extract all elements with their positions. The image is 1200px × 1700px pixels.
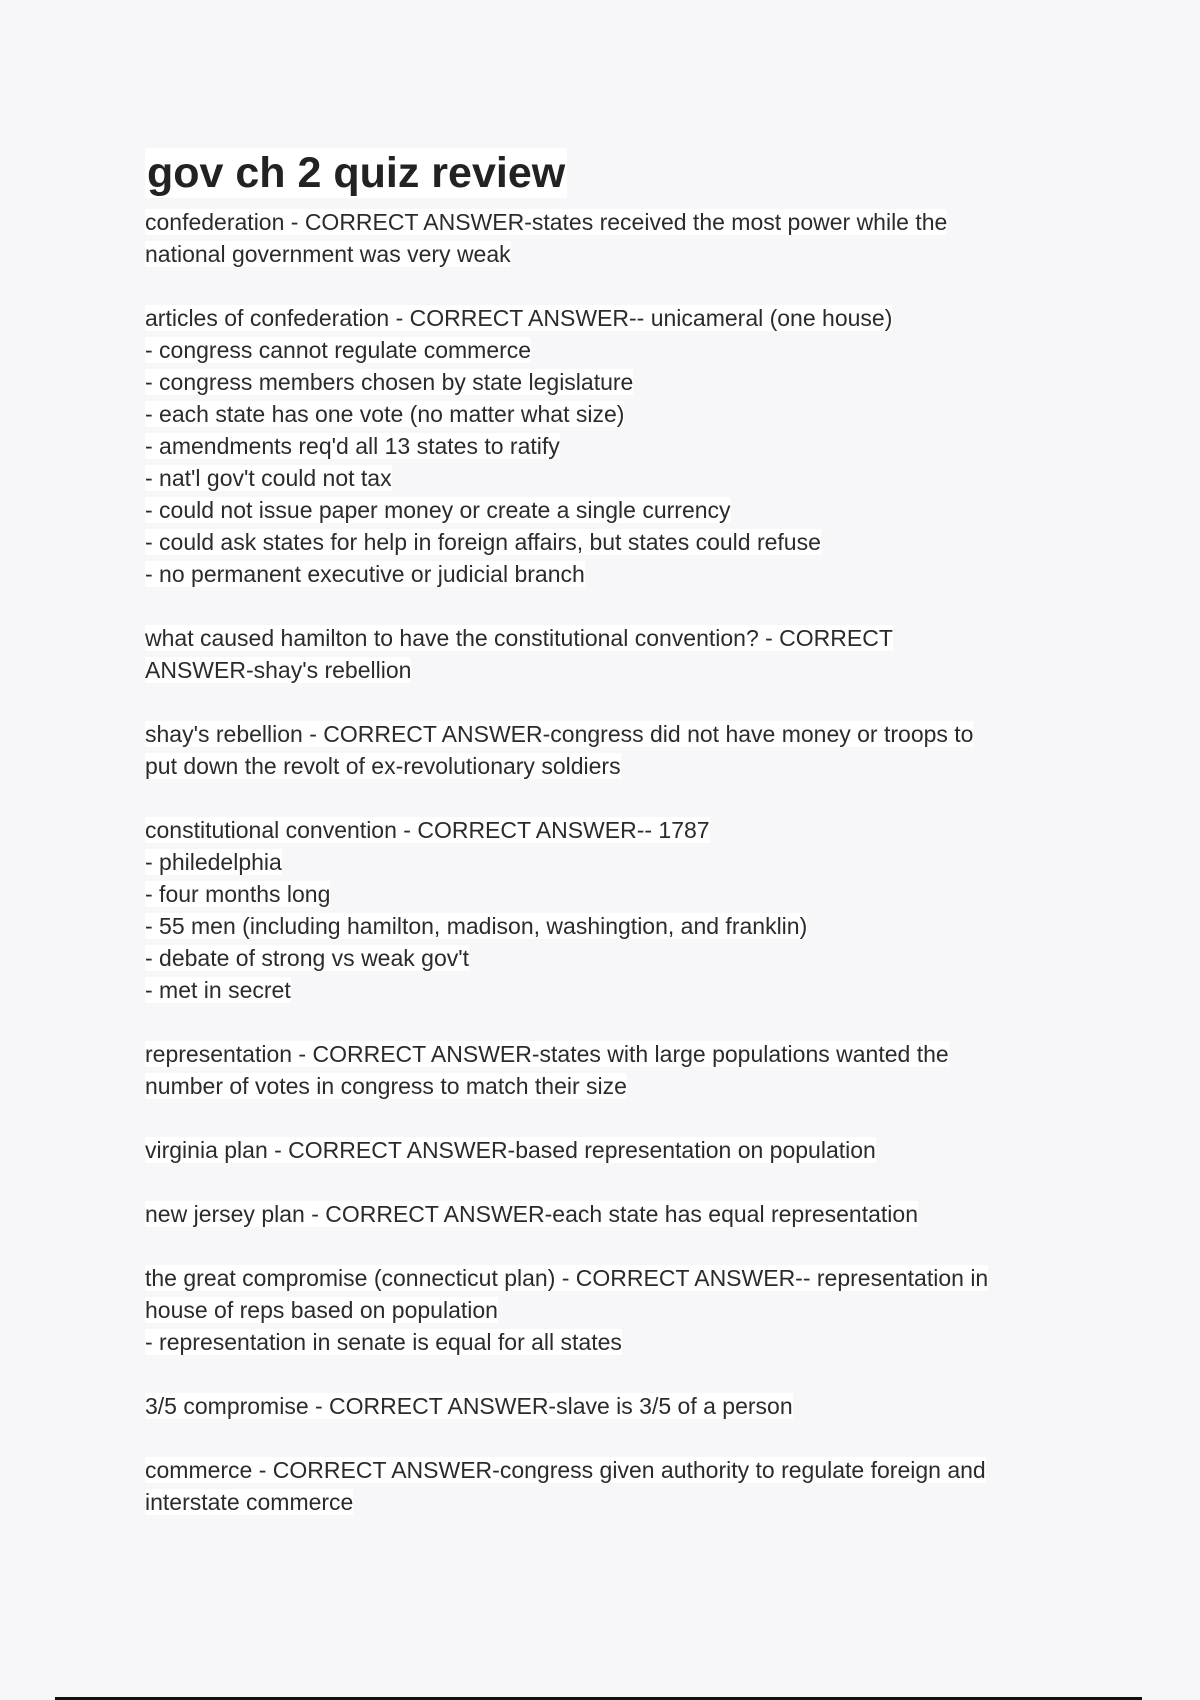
entry-line: [145, 910, 1065, 942]
entry-line: [145, 878, 1065, 910]
entry-line: [145, 1038, 1065, 1070]
entry-line: [145, 1198, 1065, 1230]
entry-line: [145, 366, 1065, 398]
entry-line: [145, 398, 1065, 430]
entry-line: [145, 494, 1065, 526]
entry-line: [145, 718, 1065, 750]
review-entry: [145, 814, 1065, 1006]
review-entry: [145, 718, 1065, 782]
entry-line: [145, 1390, 1065, 1422]
review-entry: [145, 1390, 1065, 1422]
entry-line: [145, 238, 1065, 270]
entry-line: [145, 1486, 1065, 1518]
entry-line-text: put down the revolt of ex-revolutionary soldiers: [145, 753, 621, 779]
entry-line-text: commerce - CORRECT ANSWER-congress given authority to regulate foreign and: [145, 1457, 986, 1483]
review-entry: [145, 1038, 1065, 1102]
entry-line-text: new jersey plan - CORRECT ANSWER-each state has equal representation: [145, 1201, 918, 1227]
review-entry: [145, 1262, 1065, 1358]
entry-line-text: - could not issue paper money or create a single currency: [145, 497, 731, 523]
entry-line: [145, 526, 1065, 558]
entry-line: [145, 206, 1065, 238]
entry-line-text: - nat'l gov't could not tax: [145, 465, 392, 491]
entry-line: [145, 942, 1065, 974]
entry-line: [145, 302, 1065, 334]
entry-line-text: - philedelphia: [145, 849, 282, 875]
entry-line-text: - debate of strong vs weak gov't: [145, 945, 470, 971]
entry-line: [145, 1454, 1065, 1486]
entry-line: [145, 846, 1065, 878]
entry-line-text: - four months long: [145, 881, 331, 907]
entry-line-text: national government was very weak: [145, 241, 511, 267]
review-entry: [145, 206, 1065, 270]
entry-line-text: - congress members chosen by state legislature: [145, 369, 634, 395]
entry-line-text: virginia plan - CORRECT ANSWER-based representation on population: [145, 1137, 876, 1163]
entry-line: [145, 622, 1065, 654]
entry-line: [145, 430, 1065, 462]
review-entry: [145, 622, 1065, 686]
entry-line-text: - met in secret: [145, 977, 291, 1003]
entry-list: [145, 206, 1065, 1518]
entry-line-text: number of votes in congress to match their size: [145, 1073, 627, 1099]
entry-line-text: house of reps based on population: [145, 1297, 498, 1323]
entry-line-text: ANSWER-shay's rebellion: [145, 657, 412, 683]
review-entry: [145, 1198, 1065, 1230]
entry-line-text: - could ask states for help in foreign affairs, but states could refuse: [145, 529, 821, 555]
entry-line: [145, 1134, 1065, 1166]
entry-line-text: 3/5 compromise - CORRECT ANSWER-slave is 3/5 of a person: [145, 1393, 793, 1419]
review-entry: [145, 1134, 1065, 1166]
entry-line-text: interstate commerce: [145, 1489, 354, 1515]
entry-line: [145, 750, 1065, 782]
entry-line: [145, 334, 1065, 366]
entry-line-text: confederation - CORRECT ANSWER-states received the most power while the: [145, 209, 948, 235]
entry-line-text: - no permanent executive or judicial branch: [145, 561, 585, 587]
entry-line-text: - congress cannot regulate commerce: [145, 337, 532, 363]
entry-line-text: constitutional convention - CORRECT ANSWER-- 1787: [145, 817, 710, 843]
entry-line-text: shay's rebellion - CORRECT ANSWER-congress did not have money or troops to: [145, 721, 974, 747]
entry-line: [145, 1326, 1065, 1358]
document-page: [145, 148, 1065, 1518]
document-title: gov ch 2 quiz review: [147, 149, 566, 197]
entry-line-text: what caused hamilton to have the constitutional convention? - CORRECT: [145, 625, 893, 651]
entry-line-text: - representation in senate is equal for all states: [145, 1329, 622, 1355]
entry-line: [145, 814, 1065, 846]
entry-line: [145, 974, 1065, 1006]
entry-line: [145, 462, 1065, 494]
entry-line-text: articles of confederation - CORRECT ANSWER-- unicameral (one house): [145, 305, 893, 331]
entry-line: [145, 1294, 1065, 1326]
entry-line: [145, 654, 1065, 686]
entry-line-text: the great compromise (connecticut plan) - CORRECT ANSWER-- representation in: [145, 1265, 989, 1291]
entry-line: [145, 1262, 1065, 1294]
review-entry: [145, 1454, 1065, 1518]
entry-line-text: - 55 men (including hamilton, madison, washingtion, and franklin): [145, 913, 808, 939]
entry-line: [145, 558, 1065, 590]
entry-line-text: - each state has one vote (no matter what size): [145, 401, 625, 427]
review-entry: [145, 302, 1065, 590]
entry-line-text: - amendments req'd all 13 states to ratify: [145, 433, 560, 459]
entry-line: [145, 1070, 1065, 1102]
entry-line-text: representation - CORRECT ANSWER-states with large populations wanted the: [145, 1041, 949, 1067]
